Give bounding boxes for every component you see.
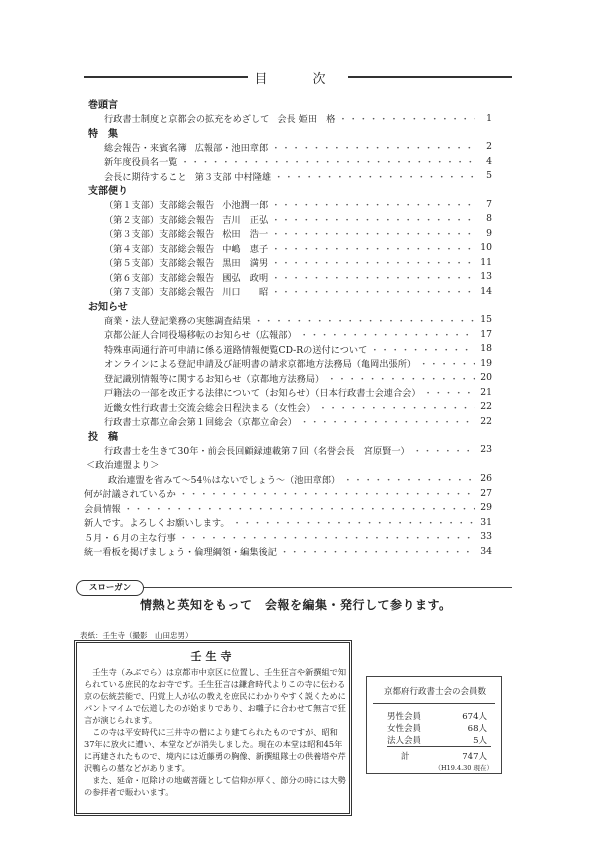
toc-entry[interactable]: [104, 111, 492, 125]
toc-leader-dots: [179, 486, 475, 500]
toc-entry-title: 行政書士京都立命会第１回総会（京都立命会）: [104, 417, 297, 428]
member-value: 674人: [462, 712, 487, 722]
toc-entry-page: 23: [480, 444, 492, 455]
toc-entry-title: ＜政治連盟より＞: [86, 460, 160, 471]
toc-entry[interactable]: [108, 472, 492, 486]
toc-entry-author: 広報部・池田章郎: [194, 142, 269, 154]
toc-entry-page: 22: [480, 401, 492, 412]
member-count-date: （H19.4.30 現在）: [434, 764, 493, 772]
toc-leader-dots: [343, 472, 475, 486]
toc-entry-page: 1: [486, 112, 492, 124]
toc-entry-title: 登記識別情報等に関するお知らせ（京都地方法務局）: [104, 373, 325, 385]
cover-caption: 表紙：壬生寺（撮影 山田忠男）: [80, 631, 193, 640]
toc-entry[interactable]: [104, 154, 492, 168]
toc-leader-dots: [271, 140, 475, 154]
toc-entry-page: 27: [480, 487, 492, 499]
toc-entry[interactable]: [104, 241, 492, 255]
toc-leader-dots: [419, 356, 475, 370]
toc-entry-title: オンラインによる登記申請及び証明書の請求京都地方法務局（亀岡出張所）: [104, 359, 417, 370]
toc-section-heading: 特 集: [88, 128, 118, 140]
toc-entry-page: 11: [480, 256, 492, 268]
toc-entry-page: 7: [486, 198, 492, 210]
toc-entry-page: 5: [486, 170, 492, 181]
toc-entry[interactable]: [104, 212, 492, 226]
toc-entry[interactable]: [104, 385, 492, 399]
toc-entry-title: （第３支部）支部総会報告: [104, 229, 215, 240]
toc-entry-author: 國弘 政明: [222, 272, 269, 284]
toc-entry-page: 17: [480, 328, 492, 340]
toc-entry-page: 19: [480, 357, 492, 369]
toc-entry-title: 政治連盟を省みて〜54％はないでしょう〜（池田章郎）: [108, 474, 341, 486]
toc-entry-page: 33: [480, 531, 492, 542]
member-divider: [373, 703, 495, 704]
page-title: 目 次: [254, 72, 342, 87]
toc-entry-page: 10: [480, 242, 492, 253]
toc-entry-page: 14: [480, 285, 492, 297]
toc-entry-title: 行政書士を生きて30年・前会長回顧録連載第７回（名誉会長 宮原賢一）: [104, 445, 410, 457]
toc-leader-dots: [271, 255, 475, 269]
toc-entry-page: 4: [486, 155, 492, 167]
cover-title: 壬生寺: [190, 650, 236, 663]
toc-entry-title: 総会報告・来賓名簿: [104, 142, 187, 154]
toc-leader-dots: [271, 212, 475, 226]
toc-leader-dots: [413, 443, 475, 457]
member-total-value: 747人: [462, 752, 487, 762]
toc-leader-dots: [300, 327, 475, 341]
toc-entry[interactable]: [104, 226, 492, 240]
member-value: 68人: [467, 724, 487, 734]
toc-entry-page: 20: [480, 372, 492, 383]
member-value: 5人: [473, 736, 487, 746]
toc-entry-title: （第７支部）支部総会報告: [104, 287, 215, 298]
cover-paragraph: 壬生寺（みぶでら）は京都市中京区に位置し、壬生狂言や新撰組で知られている庶民的なお寺です。壬生狂言は鎌倉時代よりこの寺に伝わる京の伝統芸能で、円覚上人が仏の教えを庶民にわかりやすく説くためにパントマイムで伝道したのが始まりであり、お囃子に合わせて無言で狂言が演じられます。: [84, 667, 347, 725]
member-count-title: 京都府行政書士会の会員数: [383, 687, 486, 697]
member-label: 女性会員: [387, 724, 422, 734]
toc-entry-title: 戸籍法の一部を改正する法律について（お知らせ）（日本行政書士会連合会）: [104, 388, 421, 399]
toc-entry-author: 第３支部 中村隆雄: [194, 171, 272, 183]
toc-entry-author: 川口 昭: [222, 287, 269, 298]
toc-leader-dots: [327, 371, 475, 385]
toc-entry-page: 8: [486, 213, 492, 224]
member-total-label: 計: [401, 752, 410, 762]
toc-entry[interactable]: [104, 197, 492, 211]
toc-entry-page: 26: [480, 473, 492, 484]
toc-entry-title: （第６支部）支部総会報告: [104, 272, 215, 284]
toc-leader-dots: [271, 197, 475, 211]
member-row: [387, 722, 487, 734]
toc-entry[interactable]: [104, 400, 492, 414]
toc-section-heading: お知らせ: [88, 301, 128, 313]
toc-leader-dots: [233, 515, 475, 529]
toc-leader-dots: [124, 501, 475, 515]
toc-entry-title: （第２支部）支部総会報告: [104, 214, 215, 226]
toc-leader-dots: [254, 313, 475, 327]
toc-entry-title: （第１支部）支部総会報告: [104, 200, 215, 211]
toc-entry[interactable]: [104, 140, 492, 154]
toc-leader-dots: [318, 400, 475, 414]
toc-entry-page: 21: [480, 386, 492, 398]
toc-entry-page: 9: [486, 227, 492, 239]
toc-entry-author: 黒田 満男: [222, 258, 269, 269]
toc-entry[interactable]: [104, 270, 492, 284]
toc-entry[interactable]: [84, 501, 492, 515]
toc-leader-dots: [280, 544, 475, 558]
toc-entry-page: 13: [480, 271, 492, 282]
toc-entry[interactable]: [104, 414, 492, 428]
toc-entry[interactable]: [84, 486, 492, 500]
slogan-badge: スローガン: [76, 580, 144, 596]
toc-entry-author: 吉川 正弘: [222, 214, 269, 226]
toc-leader-dots: [271, 241, 475, 255]
toc-entry-title: 特殊車両通行許可申請に係る道路情報便覧CD-Rの送付について: [104, 344, 368, 356]
toc-leader-dots: [370, 342, 475, 356]
toc-section-heading: 投 稿: [88, 431, 118, 443]
cover-paragraph: また、延命・厄除けの地蔵菩薩として信仰が厚く、節分の時には大勢の参拝者で賑わいます。: [84, 775, 346, 797]
toc-entry-title: （第５支部）支部総会報告: [104, 258, 215, 269]
toc-leader-dots: [181, 154, 476, 168]
toc-entry-title: 統一看板を掲げましょう・倫理綱領・編集後記: [84, 547, 277, 558]
toc-leader-dots: [424, 385, 475, 399]
toc-entry-author: 会長 姫田 格: [277, 114, 336, 125]
toc-leader-dots: [338, 111, 475, 125]
slogan-text: 情熱と英知をもって 会報を編集・発行して参ります。: [140, 598, 452, 612]
toc-leader-dots: [271, 284, 475, 298]
toc-section-heading: 支部便り: [88, 186, 128, 197]
toc-section-heading: 巻頭言: [88, 100, 118, 111]
toc-leader-dots: [274, 169, 475, 183]
toc-leader-dots: [179, 530, 475, 544]
cover-description: [84, 666, 346, 798]
toc-entry-page: 15: [480, 314, 492, 325]
toc-entry-title: 商業・法人登記業務の実態調査結果: [104, 315, 251, 327]
member-count-box: [366, 676, 502, 774]
toc-entry[interactable]: [104, 255, 492, 269]
toc-entry[interactable]: [104, 371, 492, 385]
member-label: 男性会員: [387, 712, 422, 722]
toc-entry[interactable]: [104, 169, 492, 183]
toc-leader-dots: [300, 414, 475, 428]
toc-entry-title: 近畿女性行政書士交流会総会日程決まる（女性会）: [104, 402, 316, 414]
member-label: 法人会員: [387, 736, 422, 746]
toc-entry[interactable]: [104, 356, 492, 370]
toc-entry-author: 小池潤一郎: [222, 200, 269, 211]
toc-entry-title: 何が討議されているか: [84, 489, 176, 500]
toc-entry[interactable]: [104, 284, 492, 298]
toc-entry-title: ５月・６月の主な行事: [84, 532, 176, 544]
toc-entry[interactable]: [104, 327, 492, 341]
toc-entry-author: 中嶋 恵子: [222, 243, 269, 255]
member-total-line: [387, 746, 491, 747]
toc-leader-dots: [271, 226, 475, 240]
toc-entry-page: 18: [480, 343, 492, 354]
member-row: [387, 734, 487, 746]
toc-entry[interactable]: [84, 544, 492, 558]
toc-entry[interactable]: [84, 530, 492, 544]
toc-entry-author: 松田 浩一: [222, 229, 269, 240]
toc-entry-page: 2: [486, 141, 492, 152]
toc-entry-title: 京都公証人合同役場移転のお知らせ（広報部）: [104, 330, 297, 341]
toc-entry-title: 会長に期待すること: [104, 171, 187, 183]
member-total-row: [387, 750, 487, 762]
member-row: [387, 710, 487, 722]
toc-entry-title: 行政書士制度と京都会の拡充をめざして: [104, 114, 270, 125]
toc-entry-page: 34: [480, 545, 492, 557]
toc-entry[interactable]: [104, 313, 492, 327]
toc-entry-title: 新年度役員名一覧: [104, 157, 178, 168]
toc-entry[interactable]: [86, 457, 492, 471]
toc-entry[interactable]: [104, 342, 492, 356]
toc-leader-dots: [271, 270, 475, 284]
toc-entry[interactable]: [104, 443, 492, 457]
toc-entry-page: 31: [480, 516, 492, 528]
toc-entry-title: （第４支部）支部総会報告: [104, 243, 215, 255]
toc-entry[interactable]: [84, 515, 492, 529]
toc-entry-title: 会員情報: [84, 503, 121, 515]
cover-paragraph: この寺は平安時代に三井寺の僧により建てられたものですが、昭和37年に放火に遭い、本堂などが消失しました。現在の本堂は昭和45年に再建されたもので、境内には近藤勇の胸像、新撰組隊士の供養塔や芹沢鴨らの墓などがあります。: [84, 727, 346, 773]
toc-entry-page: 22: [480, 415, 492, 427]
toc-entry-title: 新人です。よろしくお願いします。: [84, 518, 230, 529]
toc-entry-page: 29: [480, 502, 492, 513]
